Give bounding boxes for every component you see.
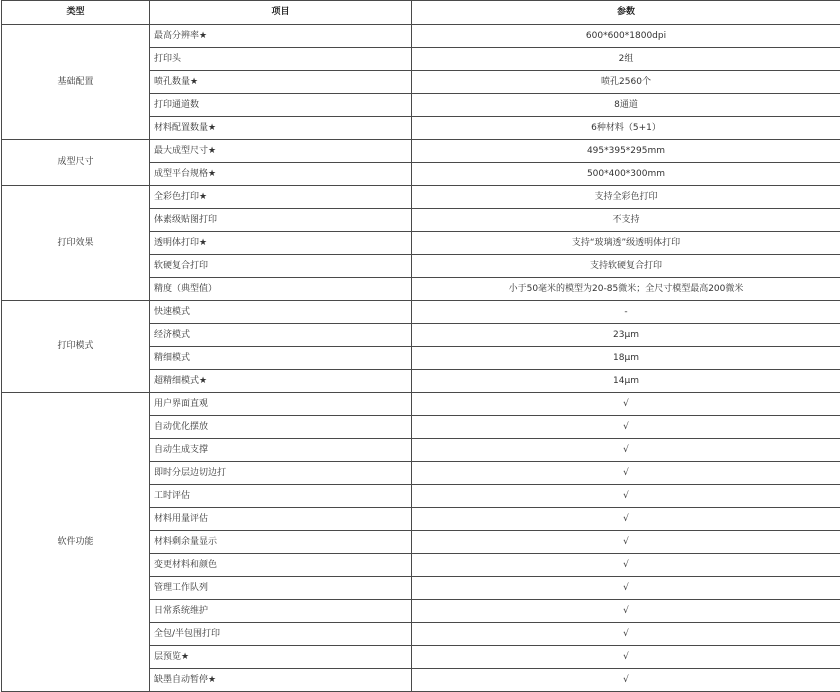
param-cell: 6种材料（5+1） [412, 117, 840, 140]
table-row [2, 140, 840, 163]
category-cell: 基础配置 [2, 25, 150, 140]
param-cell: √ [412, 577, 840, 600]
param-cell: 支持全彩色打印 [412, 186, 840, 209]
header-item: 项目 [150, 1, 412, 25]
param-cell: √ [412, 416, 840, 439]
header-param: 参数 [412, 1, 840, 25]
item-cell: 最高分辨率★ [150, 25, 412, 48]
item-cell: 材料剩余量显示 [150, 531, 412, 554]
param-cell: 600*600*1800dpi [412, 25, 840, 48]
param-cell: √ [412, 508, 840, 531]
param-cell: √ [412, 485, 840, 508]
param-cell: 18μm [412, 347, 840, 370]
param-cell: 喷孔2560个 [412, 71, 840, 94]
item-cell: 日常系统维护 [150, 600, 412, 623]
item-cell: 精细模式 [150, 347, 412, 370]
category-cell: 打印效果 [2, 186, 150, 301]
table-row [2, 25, 840, 48]
item-cell: 软硬复合打印 [150, 255, 412, 278]
param-cell: 23μm [412, 324, 840, 347]
param-cell: 不支持 [412, 209, 840, 232]
spec-table [1, 0, 840, 692]
item-cell: 成型平台规格★ [150, 163, 412, 186]
param-cell: 14μm [412, 370, 840, 393]
item-cell: 工时评估 [150, 485, 412, 508]
item-cell: 变更材料和颜色 [150, 554, 412, 577]
item-cell: 材料用量评估 [150, 508, 412, 531]
header-category: 类型 [2, 1, 150, 25]
item-cell: 透明体打印★ [150, 232, 412, 255]
item-cell: 管理工作队列 [150, 577, 412, 600]
item-cell: 用户界面直观 [150, 393, 412, 416]
item-cell: 打印头 [150, 48, 412, 71]
item-cell: 打印通道数 [150, 94, 412, 117]
item-cell: 体素级贴图打印 [150, 209, 412, 232]
table-row [2, 393, 840, 416]
item-cell: 即时分层边切边打 [150, 462, 412, 485]
param-cell: 支持软硬复合打印 [412, 255, 840, 278]
param-cell: - [412, 301, 840, 324]
param-cell: √ [412, 531, 840, 554]
param-cell: 支持“玻璃透”级透明体打印 [412, 232, 840, 255]
param-cell: √ [412, 554, 840, 577]
item-cell: 喷孔数量★ [150, 71, 412, 94]
item-cell: 全包/半包围打印 [150, 623, 412, 646]
param-cell: √ [412, 669, 840, 692]
item-cell: 快速模式 [150, 301, 412, 324]
table-row [2, 186, 840, 209]
param-cell: 500*400*300mm [412, 163, 840, 186]
param-cell: √ [412, 393, 840, 416]
table-row [2, 301, 840, 324]
item-cell: 材料配置数量★ [150, 117, 412, 140]
header-row [2, 1, 840, 25]
item-cell: 自动生成支撑 [150, 439, 412, 462]
item-cell: 自动优化摆放 [150, 416, 412, 439]
category-cell: 成型尺寸 [2, 140, 150, 186]
param-cell: 495*395*295mm [412, 140, 840, 163]
param-cell: 2组 [412, 48, 840, 71]
category-cell: 打印模式 [2, 301, 150, 393]
param-cell: 小于50毫米的模型为20-85微米；全尺寸模型最高200微米 [412, 278, 840, 301]
param-cell: √ [412, 462, 840, 485]
spec-table-body [2, 25, 840, 692]
item-cell: 缺墨自动暂停★ [150, 669, 412, 692]
item-cell: 全彩色打印★ [150, 186, 412, 209]
param-cell: 8通道 [412, 94, 840, 117]
item-cell: 精度（典型值） [150, 278, 412, 301]
param-cell: √ [412, 623, 840, 646]
param-cell: √ [412, 600, 840, 623]
item-cell: 层预览★ [150, 646, 412, 669]
category-cell: 软件功能 [2, 393, 150, 692]
item-cell: 最大成型尺寸★ [150, 140, 412, 163]
item-cell: 超精细模式★ [150, 370, 412, 393]
param-cell: √ [412, 646, 840, 669]
param-cell: √ [412, 439, 840, 462]
item-cell: 经济模式 [150, 324, 412, 347]
